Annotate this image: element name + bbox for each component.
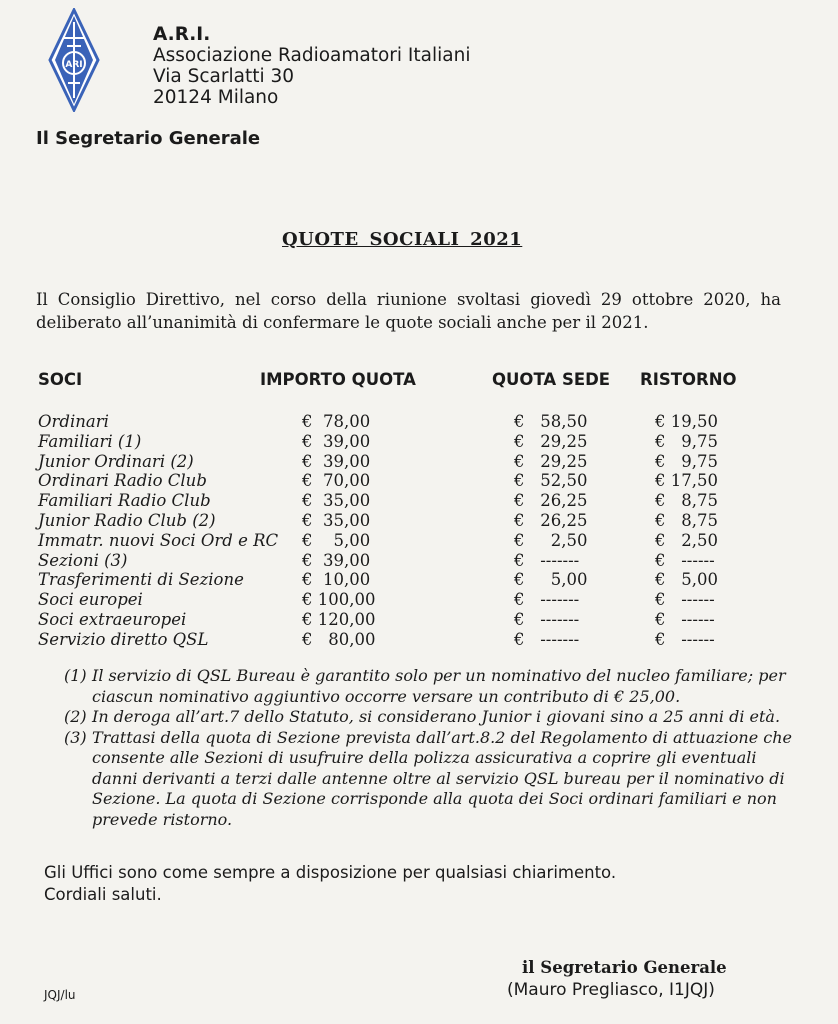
column-header-ristorno: RISTORNO: [640, 370, 737, 389]
org-address: Via Scarlatti 30: [153, 66, 295, 87]
table-row: [0, 551, 838, 571]
footnote-text: Trattasi della quota di Sezione prevista dall’art.8.2 del Regolamento di attuazione che consente alle Sezioni di usufruire della polizza assicurativa a coprire gli eventuali danni derivanti a terzi dalle antenne oltre al servizio QSL bureau per il nominativo di Sezione. La quota di Sezione corrisponde alla quota dei Soci ordinari familiari e non prevede ristorno.: [92, 727, 793, 829]
importo-cell: € 39,00: [302, 550, 371, 570]
category-cell: Soci europei: [38, 590, 143, 610]
signature-name: (Mauro Pregliasco, I1JQJ): [507, 980, 715, 1000]
org-name: A.R.I.: [153, 24, 211, 45]
table-row: [0, 511, 838, 531]
ristorno-cell: € ------: [655, 590, 715, 610]
org-address-block: [153, 24, 470, 108]
table-row: [0, 531, 838, 551]
ari-logo-icon: [48, 8, 100, 112]
ristorno-cell: € 8,75: [655, 511, 718, 530]
ristorno-cell: € 5,00: [655, 570, 718, 590]
reference-initials: JQJ/lu: [44, 988, 76, 1002]
ristorno-cell: € 9,75: [655, 431, 718, 451]
sede-cell: € 5,00: [514, 570, 588, 590]
table-row: [0, 610, 838, 630]
importo-cell: € 78,00: [302, 412, 371, 431]
importo-cell: € 35,00: [302, 491, 371, 511]
ristorno-cell: € ------: [655, 610, 715, 629]
sede-cell: € -------: [514, 590, 580, 610]
sede-cell: € 26,25: [514, 511, 588, 530]
footnote-number: (3): [64, 727, 87, 747]
sede-cell: € 52,50: [514, 471, 588, 491]
category-cell: Sezioni (3): [38, 550, 128, 570]
document-title: QUOTE SOCIALI 2021: [282, 229, 523, 250]
importo-cell: € 35,00: [302, 511, 371, 530]
closing-line: Gli Uffici sono come sempre a disposizione per qualsiasi chiarimento.: [44, 863, 617, 882]
org-city: 20124 Milano: [153, 87, 279, 108]
importo-cell: € 120,00: [302, 610, 376, 629]
closing-greeting: Cordiali saluti.: [44, 885, 162, 904]
ristorno-cell: € 17,50: [655, 471, 718, 491]
category-cell: Immatr. nuovi Soci Ord e RC: [38, 530, 279, 550]
category-cell: Servizio diretto QSL: [38, 629, 209, 649]
signature-title: il Segretario Generale: [522, 958, 727, 977]
ristorno-cell: € 19,50: [655, 412, 718, 431]
ristorno-cell: € 2,50: [655, 530, 718, 550]
sede-cell: € 2,50: [514, 530, 588, 550]
footnotes: [64, 666, 794, 830]
table-row: [0, 471, 838, 491]
table-row: [0, 570, 838, 590]
table-row: [0, 491, 838, 511]
importo-cell: € 100,00: [302, 590, 376, 610]
importo-cell: € 39,00: [302, 451, 371, 471]
column-header-soci: SOCI: [38, 370, 83, 389]
table-row: [0, 452, 838, 472]
intro-paragraph: Il Consiglio Direttivo, nel corso della riunione svoltasi giovedì 29 ottobre 2020, ha deliberato all’unanimità di confermare le quote sociali anche per il 2021.: [36, 290, 781, 332]
footnote-text: Il servizio di QSL Bureau è garantito solo per un nominativo del nucleo familiare; per ciascun nominativo aggiuntivo occorre versare un contributo di € 25,00.: [92, 666, 786, 706]
category-cell: Ordinari Radio Club: [38, 471, 207, 491]
table-row: [0, 432, 838, 452]
ristorno-cell: € 8,75: [655, 491, 718, 511]
svg-text:ARI: ARI: [65, 60, 83, 70]
sede-cell: € 26,25: [514, 491, 588, 511]
footnote: [64, 666, 794, 707]
importo-cell: € 39,00: [302, 431, 371, 451]
importo-cell: € 5,00: [302, 530, 371, 550]
category-cell: Junior Radio Club (2): [38, 511, 216, 530]
sede-cell: € 29,25: [514, 431, 588, 451]
footnote: [64, 728, 794, 831]
sede-cell: € 58,50: [514, 412, 588, 431]
ristorno-cell: € ------: [655, 629, 715, 649]
ristorno-cell: € ------: [655, 550, 715, 570]
sede-cell: € 29,25: [514, 451, 588, 471]
sede-cell: € -------: [514, 629, 580, 649]
footnote: [64, 707, 794, 728]
importo-cell: € 70,00: [302, 471, 371, 491]
secretary-header: Il Segretario Generale: [36, 128, 261, 149]
org-full-name: Associazione Radioamatori Italiani: [153, 45, 471, 66]
importo-cell: € 80,00: [302, 629, 376, 649]
category-cell: Familiari (1): [38, 431, 142, 451]
category-cell: Familiari Radio Club: [38, 491, 211, 511]
category-cell: Ordinari: [38, 412, 109, 431]
footnote-number: (1): [64, 666, 87, 685]
ristorno-cell: € 9,75: [655, 451, 718, 471]
category-cell: Trasferimenti di Sezione: [38, 570, 244, 590]
category-cell: Junior Ordinari (2): [38, 451, 194, 471]
category-cell: Soci extraeuropei: [38, 610, 187, 629]
sede-cell: € -------: [514, 550, 580, 570]
column-header-sede: QUOTA SEDE: [492, 370, 611, 389]
column-header-importo: IMPORTO QUOTA: [260, 370, 416, 389]
footnote-number: (2): [64, 707, 87, 726]
closing-block: [44, 862, 616, 906]
table-row: [0, 412, 838, 432]
footnote-text: In deroga all’art.7 dello Statuto, si considerano Junior i giovani sino a 25 anni di età.: [92, 707, 781, 726]
table-row: [0, 590, 838, 610]
table-row: [0, 630, 838, 650]
importo-cell: € 10,00: [302, 570, 371, 590]
sede-cell: € -------: [514, 610, 580, 629]
